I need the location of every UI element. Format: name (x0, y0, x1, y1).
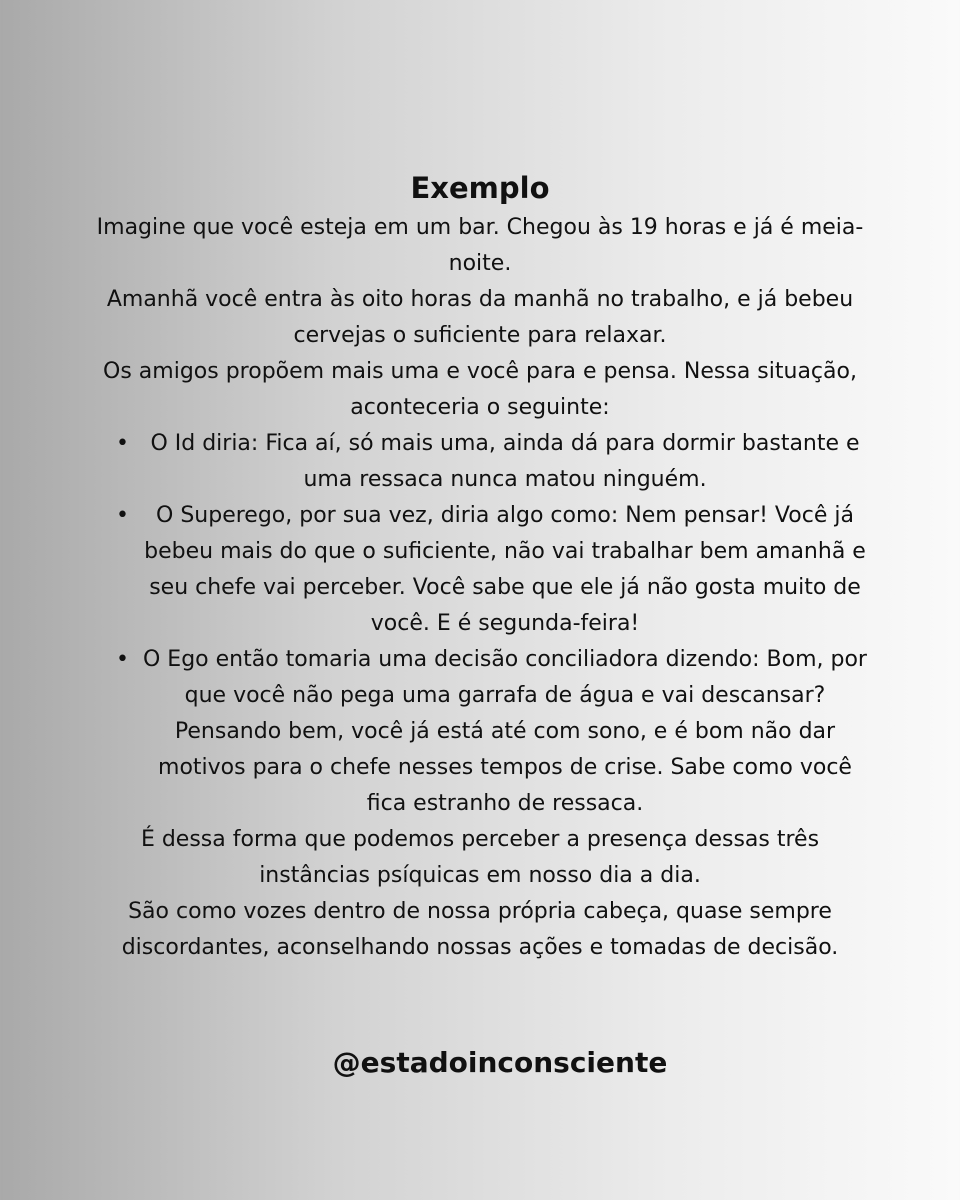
bullet-dot-icon: • (116, 431, 129, 456)
bullet-item-ego (90, 642, 870, 822)
post-title: Exemplo (410, 171, 550, 205)
paragraph-situation: Os amigos propõem mais uma e você para e pensa. Nessa situação, aconteceria o seguinte: (103, 359, 857, 420)
bullet-item-id (90, 426, 870, 498)
paragraph-context: Amanhã você entra às oito horas da manhã no trabalho, e já bebeu cervejas o suficiente para relaxar. (106, 287, 854, 348)
bullet-item-superego (90, 498, 870, 642)
bullet-dot-icon: • (116, 647, 129, 672)
bullet-text-id: O Id diria: Fica aí, só mais uma, ainda dá para dormir bastante e uma ressaca nunca matou ninguém. (150, 431, 860, 492)
account-handle: @estadoinconsciente (332, 1046, 668, 1079)
paragraph-closing: São como vozes dentro de nossa própria cabeça, quase sempre discordantes, aconselhando nossas ações e tomadas de decisão. (121, 899, 839, 960)
paragraph-intro: Imagine que você esteja em um bar. Chegou às 19 horas e já é meia-noite. (96, 215, 864, 276)
bullet-dot-icon: • (116, 503, 129, 528)
bullet-text-ego: O Ego então tomaria uma decisão conciliadora dizendo: Bom, por que você não pega uma garrafa de água e vai descansar? Pensando bem, você já está até com sono, e é bom não dar motivos para o chefe nesses tempos de crise. Sabe como você fica estranho de ressaca. (143, 647, 867, 816)
post-body (90, 210, 870, 966)
bullet-list (90, 426, 870, 822)
paragraph-conclusion: É dessa forma que podemos perceber a presença dessas três instâncias psíquicas em nosso dia a dia. (140, 827, 820, 888)
bullet-text-superego: O Superego, por sua vez, diria algo como: Nem pensar! Você já bebeu mais do que o suficiente, não vai trabalhar bem amanhã e seu chefe vai perceber. Você sabe que ele já não gosta muito de você. E é segunda-feira! (144, 503, 866, 636)
